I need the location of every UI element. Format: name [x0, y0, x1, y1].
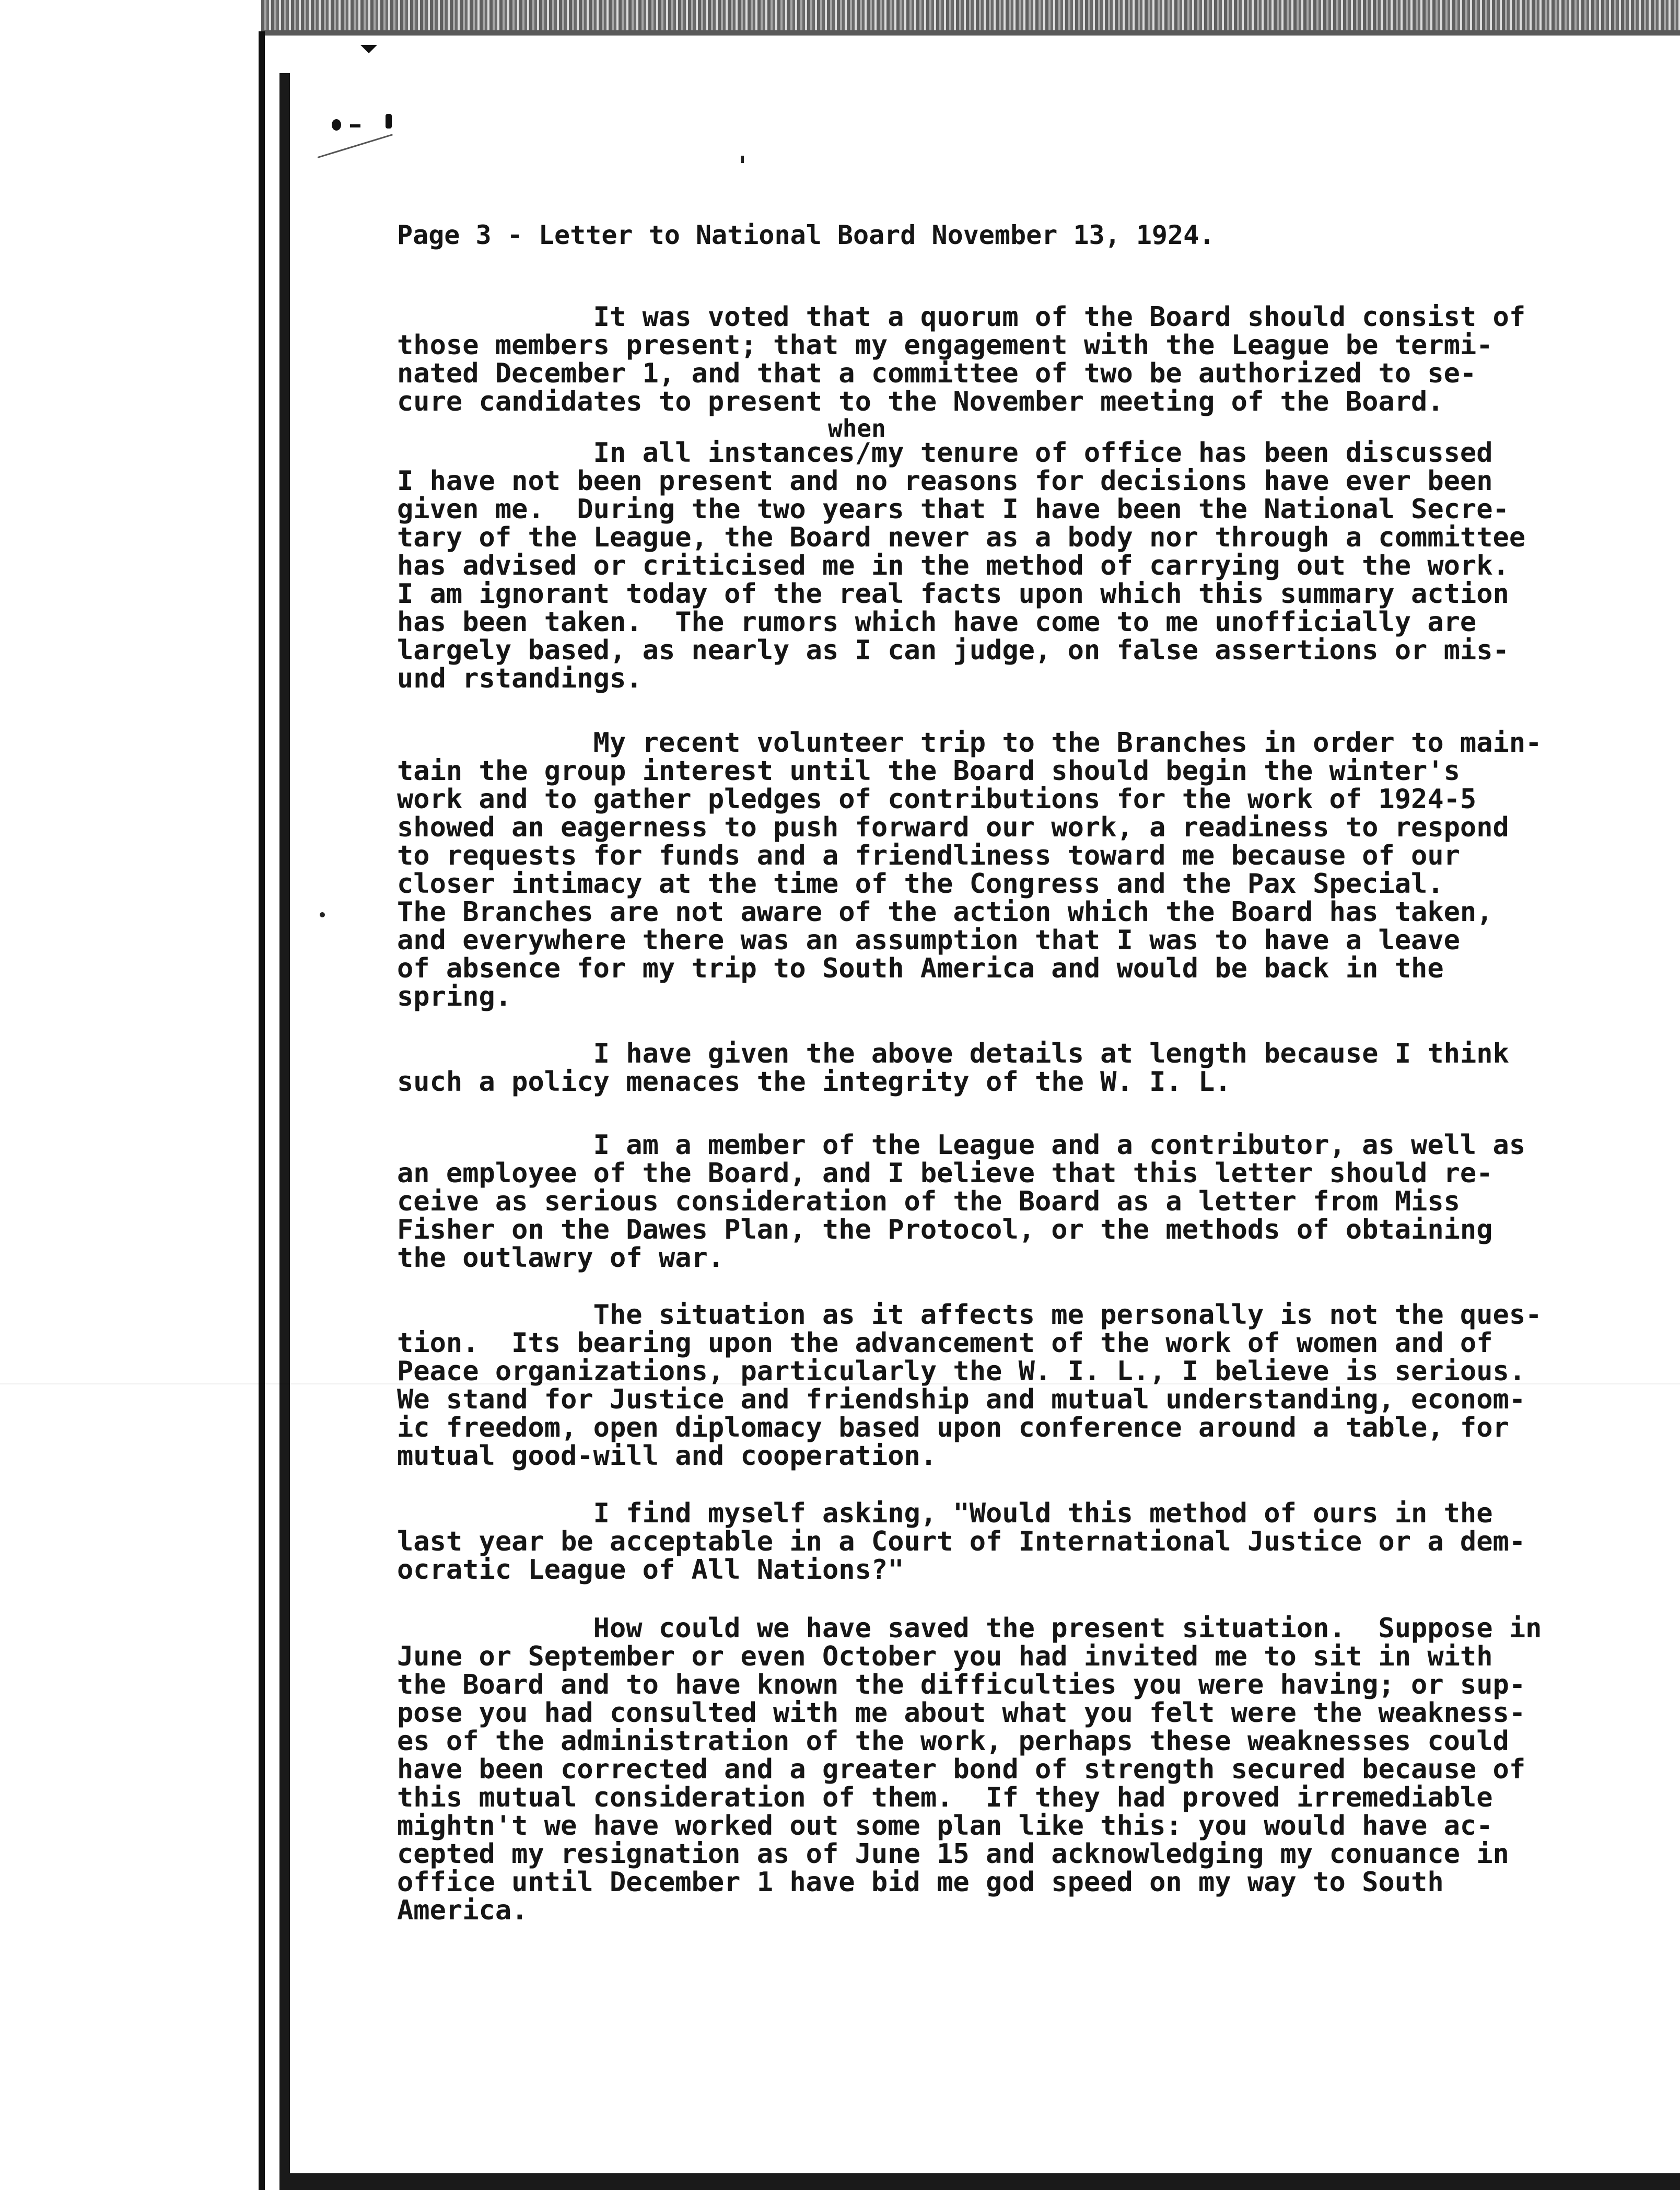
paragraph — [397, 303, 1525, 416]
text-line: tion. Its bearing upon the advancement of the work of women and of — [397, 1327, 1493, 1359]
text-line: I find myself asking, "Would this method of ours in the — [397, 1498, 1493, 1529]
text-line: showed an eagerness to push forward our work, a readiness to respond — [397, 812, 1509, 843]
paragraph — [397, 727, 1542, 1012]
text-line: I am ignorant today of the real facts upon which this summary action — [397, 578, 1509, 610]
text-line: an employee of the Board, and I believe that this letter should re- — [397, 1158, 1493, 1189]
text-line: work and to gather pledges of contributions for the work of 1924-5 — [397, 784, 1477, 815]
text-line: Fisher on the Dawes Plan, the Protocol, or the methods of obtaining — [397, 1214, 1493, 1245]
text-line: spring. — [397, 981, 512, 1012]
text-line: tary of the League, the Board never as a body nor through a committee — [397, 522, 1526, 553]
text-line: such a policy menaces the integrity of the W. I. L. — [397, 1066, 1231, 1098]
text-line: ceive as serious consideration of the Board as a letter from Miss — [397, 1186, 1460, 1217]
scan-top-edge — [261, 0, 1680, 30]
text-line: have been corrected and a greater bond of strength secured because of — [397, 1754, 1526, 1785]
text-line: and everywhere there was an assumption that I was to have a leave — [397, 925, 1460, 956]
interlinear-insertion: when — [828, 414, 886, 442]
text-line: In all instances/my tenure of office has been discussed — [397, 437, 1493, 469]
text-line: largely based, as nearly as I can judge, on false assertions or mis- — [397, 635, 1509, 666]
text-line: mutual good-will and cooperation. — [397, 1440, 937, 1472]
caret-mark — [360, 45, 377, 53]
text-line: cepted my resignation as of June 15 and acknowledging my conuance in — [397, 1838, 1509, 1870]
text-line: es of the administration of the work, perhaps these weaknesses could — [397, 1726, 1509, 1757]
text-line: the outlawry of war. — [397, 1242, 725, 1274]
text-line: June or September or even October you had invited me to sit in with — [397, 1641, 1493, 1672]
text-line: closer intimacy at the time of the Congress and the Pax Special. — [397, 868, 1444, 900]
text-line: tain the group interest until the Board should begin the winter's — [397, 755, 1460, 787]
pencil-stroke — [318, 134, 393, 158]
text-line: It was voted that a quorum of the Board should consist of — [397, 301, 1526, 333]
text-line: last year be acceptable in a Court of International Justice or a dem- — [397, 1526, 1526, 1557]
ink-speck — [741, 156, 744, 163]
text-line: this mutual consideration of them. If they had proved irremediable — [397, 1782, 1493, 1813]
text-line: cure candidates to present to the November meeting of the Board. — [397, 386, 1444, 417]
letter-body — [397, 209, 1542, 1926]
text-line: of absence for my trip to South America and would be back in the — [397, 953, 1444, 984]
text-line: has been taken. The rumors which have come to me unofficially are — [397, 607, 1477, 638]
text-line: mightn't we have worked out some plan like this: you would have ac- — [397, 1810, 1493, 1842]
ink-dot — [332, 119, 341, 131]
text-line: I have not been present and no reasons for decisions have ever been — [397, 465, 1493, 497]
text-line: nated December 1, and that a committee of two be authorized to se- — [397, 358, 1477, 389]
ink-dash — [350, 124, 360, 127]
scan-left-edge — [259, 31, 265, 2190]
paragraph — [397, 1299, 1542, 1472]
text-line: has advised or criticised me in the method of carrying out the work. — [397, 550, 1509, 581]
scan-top-shadow — [261, 30, 1680, 36]
text-line: The Branches are not aware of the action which the Board has taken, — [397, 896, 1493, 928]
text-line: My recent volunteer trip to the Branches in order to main- — [397, 727, 1542, 759]
text-line: given me. During the two years that I have been the National Secre- — [397, 494, 1509, 525]
text-line: und rstandings. — [397, 663, 643, 694]
text-line: ocratic League of All Nations?" — [397, 1554, 904, 1586]
text-line: the Board and to have known the difficulties you were having; or sup- — [397, 1669, 1526, 1700]
page-heading: Page 3 - Letter to National Board November 13, 1924. — [397, 220, 1215, 250]
text-line: I have given the above details at length because I think — [397, 1038, 1509, 1069]
page-bottom-border — [290, 2173, 1680, 2190]
text-line: to requests for funds and a friendliness toward me because of our — [397, 840, 1460, 871]
text-line: Peace organizations, particularly the W. I. L., I believe is serious. — [397, 1356, 1526, 1387]
paragraph — [397, 1499, 1525, 1584]
text-line: America. — [397, 1895, 528, 1926]
margin-dot — [320, 912, 325, 917]
text-line: pose you had consulted with me about what you felt were the weakness- — [397, 1697, 1526, 1729]
ink-mark — [386, 114, 392, 129]
page-left-border — [279, 73, 290, 2190]
text-line: office until December 1 have bid me god speed on my way to South — [397, 1867, 1444, 1898]
paragraph — [397, 1613, 1542, 1926]
text-line: How could we have saved the present situation. Suppose in — [397, 1613, 1542, 1644]
text-line: We stand for Justice and friendship and mutual understanding, econom- — [397, 1384, 1526, 1415]
paragraph — [397, 1040, 1525, 1096]
paragraph — [397, 414, 1526, 694]
text-line: The situation as it affects me personally is not the ques- — [397, 1299, 1542, 1331]
text-line: those members present; that my engagement with the League be termi- — [397, 330, 1493, 361]
paragraph — [397, 1131, 1525, 1272]
text-line: ic freedom, open diplomacy based upon conference around a table, for — [397, 1412, 1509, 1443]
text-line: I am a member of the League and a contributor, as well as — [397, 1129, 1526, 1161]
